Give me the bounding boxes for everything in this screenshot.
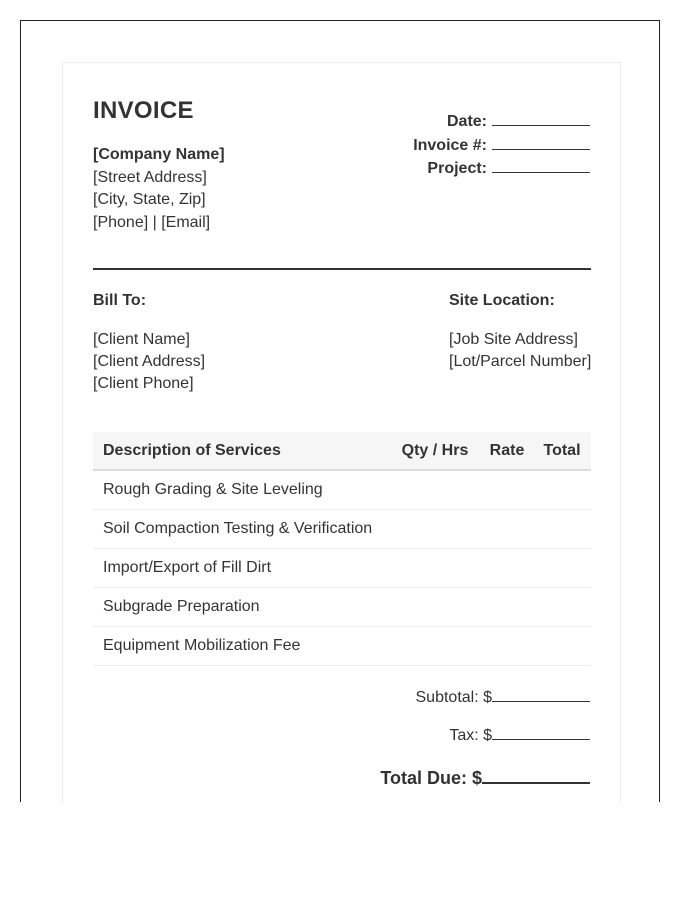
- invoice-number-row: [413, 134, 590, 158]
- subtotal-blank-line: [492, 687, 590, 702]
- total-due-label: Total Due: $: [380, 768, 482, 788]
- service-rate: [481, 470, 533, 509]
- service-rate: [481, 509, 533, 548]
- service-qty: [389, 509, 481, 548]
- invoice-title: INVOICE: [93, 97, 194, 124]
- company-city: [City, State, Zip]: [93, 191, 206, 208]
- service-qty: [389, 626, 481, 665]
- service-total: [533, 587, 591, 626]
- service-qty: [389, 470, 481, 509]
- header-qty: Qty / Hrs: [389, 432, 481, 470]
- table-header-row: [93, 432, 591, 470]
- client-address: [Client Address]: [93, 353, 206, 370]
- table-row: [93, 548, 591, 587]
- service-qty: [389, 548, 481, 587]
- service-total: [533, 470, 591, 509]
- date-label: Date:: [446, 113, 487, 130]
- subtotal-row: [380, 687, 590, 725]
- bill-to-heading: Bill To:: [93, 292, 147, 309]
- tax-blank-line: [492, 725, 590, 740]
- service-qty: [389, 587, 481, 626]
- header-rate: Rate: [481, 432, 533, 470]
- date-row: [413, 110, 590, 134]
- company-block: [93, 144, 225, 234]
- service-rate: [481, 548, 533, 587]
- header-description: Description of Services: [93, 432, 389, 470]
- job-site-address: [Job Site Address]: [449, 331, 578, 348]
- client-name: [Client Name]: [93, 331, 190, 348]
- table-row: [93, 626, 591, 665]
- invoice-number-label: Invoice #:: [413, 136, 487, 154]
- tax-row: [380, 725, 590, 767]
- bill-to-block: [93, 290, 205, 395]
- client-phone: [Client Phone]: [93, 375, 194, 392]
- date-blank-line: [492, 110, 590, 126]
- service-rate: [481, 626, 533, 665]
- service-description: Rough Grading & Site Leveling: [93, 470, 389, 509]
- company-name: [Company Name]: [93, 146, 225, 163]
- project-row: [413, 157, 590, 181]
- totals-block: [380, 687, 590, 789]
- table-row: [93, 470, 591, 509]
- service-description: Import/Export of Fill Dirt: [93, 548, 389, 587]
- header-divider: [93, 268, 591, 270]
- page-frame: [20, 20, 660, 802]
- service-description: Equipment Mobilization Fee: [93, 626, 389, 665]
- table-row: [93, 509, 591, 548]
- invoice-sheet: [62, 62, 621, 803]
- service-total: [533, 548, 591, 587]
- project-label: Project:: [427, 160, 487, 177]
- service-rate: [481, 587, 533, 626]
- project-blank-line: [492, 157, 590, 173]
- invoice-meta: [413, 110, 590, 181]
- subtotal-label: Subtotal: $: [415, 689, 492, 706]
- service-total: [533, 509, 591, 548]
- tax-label: Tax: $: [449, 727, 492, 744]
- lot-parcel-number: [Lot/Parcel Number]: [449, 353, 592, 370]
- site-location-heading: Site Location:: [449, 292, 555, 309]
- service-description: Subgrade Preparation: [93, 587, 389, 626]
- site-location-block: [449, 290, 591, 373]
- service-total: [533, 626, 591, 665]
- services-table: [93, 432, 591, 666]
- total-due-blank-line: [482, 767, 590, 784]
- company-street: [Street Address]: [93, 168, 207, 186]
- header-total: Total: [533, 432, 591, 470]
- invoice-number-blank-line: [492, 134, 590, 150]
- service-description: Soil Compaction Testing & Verification: [93, 509, 389, 548]
- company-contact: [Phone] | [Email]: [93, 213, 211, 231]
- total-due-row: [380, 767, 590, 789]
- table-row: [93, 587, 591, 626]
